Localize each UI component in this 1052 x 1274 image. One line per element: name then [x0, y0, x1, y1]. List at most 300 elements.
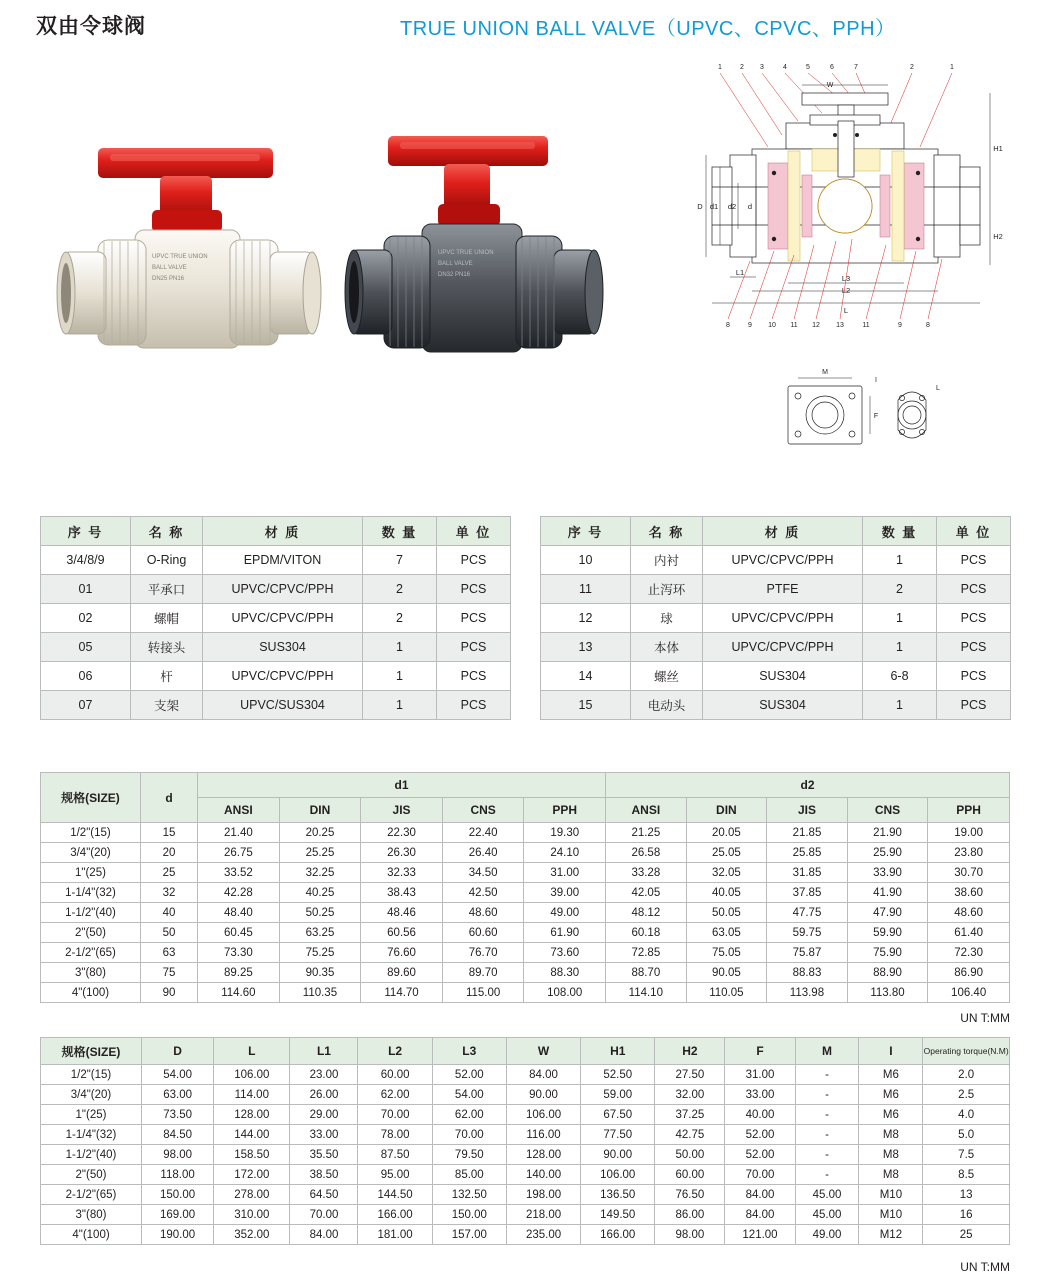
cell-D: 98.00 [142, 1145, 214, 1165]
cell-material: UPVC/CPVC/PPH [203, 604, 363, 633]
cell-qty: 1 [863, 691, 937, 720]
cell-unit: PCS [937, 575, 1011, 604]
cell-W: 140.00 [506, 1165, 580, 1185]
cell-d1-din: 20.25 [279, 823, 361, 843]
cell-d2-ansi: 48.12 [606, 903, 687, 923]
cell-no: 05 [41, 633, 131, 662]
cell-d2-cns: 113.80 [847, 983, 928, 1003]
svg-text:d2: d2 [727, 202, 737, 211]
cell-H1: 90.00 [581, 1145, 655, 1165]
cell-d1-pph: 49.00 [524, 903, 606, 923]
svg-text:11: 11 [862, 322, 870, 329]
cell-d1-pph: 39.00 [524, 883, 606, 903]
cell-material: UPVC/CPVC/PPH [703, 633, 863, 662]
svg-text:L: L [843, 306, 849, 315]
cell-unit: PCS [437, 575, 511, 604]
cell-L1: 35.50 [290, 1145, 358, 1165]
valve-photo-dark [340, 124, 630, 384]
svg-text:9: 9 [898, 322, 902, 329]
cell-d1-pph: 61.90 [524, 923, 606, 943]
cell-name: 杆 [131, 662, 203, 691]
cell-d1-ansi: 42.28 [198, 883, 280, 903]
cell-qty: 2 [363, 604, 437, 633]
cell-size: 4"(100) [41, 1225, 142, 1245]
cell-L: 144.00 [214, 1125, 290, 1145]
cell-d2-cns: 47.90 [847, 903, 928, 923]
cell-material: UPVC/CPVC/PPH [203, 575, 363, 604]
table-row [41, 983, 1010, 1003]
svg-text:d1: d1 [709, 202, 719, 211]
cell-d: 75 [140, 963, 197, 983]
cell-M: 45.00 [795, 1205, 859, 1225]
col-header-H1: H1 [581, 1038, 655, 1065]
cell-no: 02 [41, 604, 131, 633]
cell-torque: 16 [923, 1205, 1010, 1225]
cell-d1-pph: 88.30 [524, 963, 606, 983]
col-header-qty: 数 量 [863, 517, 937, 546]
cell-d1-din: 50.25 [279, 903, 361, 923]
svg-text:4: 4 [783, 64, 787, 71]
cell-size: 1-1/2"(40) [41, 1145, 142, 1165]
cell-L: 114.00 [214, 1085, 290, 1105]
cell-d1-cns: 22.40 [442, 823, 524, 843]
cell-W: 235.00 [506, 1225, 580, 1245]
cell-size: 2"(50) [41, 1165, 142, 1185]
svg-text:F: F [873, 413, 879, 420]
cell-d1-pph: 19.30 [524, 823, 606, 843]
cell-d2-jis: 113.98 [767, 983, 848, 1003]
table-header-row [41, 773, 1010, 798]
col-header-M: M [795, 1038, 859, 1065]
svg-text:UPVC TRUE UNION: UPVC TRUE UNION [152, 254, 208, 260]
cell-size: 1-1/4"(32) [41, 883, 141, 903]
table-row [41, 1185, 1010, 1205]
cell-qty: 1 [363, 691, 437, 720]
col-header-W: W [506, 1038, 580, 1065]
col-header-material: 材 质 [203, 517, 363, 546]
cell-d1-jis: 89.60 [361, 963, 443, 983]
dimension-table-1-wrap [40, 772, 1010, 1025]
cell-material: PTFE [703, 575, 863, 604]
cell-name: 螺帽 [131, 604, 203, 633]
cell-W: 116.00 [506, 1125, 580, 1145]
cell-name: O-Ring [131, 546, 203, 575]
cell-d2-ansi: 42.05 [606, 883, 687, 903]
cell-unit: PCS [937, 691, 1011, 720]
cell-L3: 70.00 [432, 1125, 506, 1145]
cell-I: M6 [859, 1085, 923, 1105]
cell-I: M10 [859, 1185, 923, 1205]
cell-d1-ansi: 48.40 [198, 903, 280, 923]
svg-text:d: d [747, 202, 753, 211]
unit-label-1: UN T:MM [960, 1260, 1010, 1274]
cell-material: SUS304 [203, 633, 363, 662]
col-header-F: F [725, 1038, 795, 1065]
svg-text:DN25 PN16: DN25 PN16 [152, 276, 185, 282]
cell-name: 内衬 [631, 546, 703, 575]
cell-d2-jis: 47.75 [767, 903, 848, 923]
table-row [41, 633, 511, 662]
cell-W: 198.00 [506, 1185, 580, 1205]
cell-d2-din: 90.05 [686, 963, 767, 983]
col-header-d2-pph: PPH [928, 798, 1010, 823]
page-header [0, 0, 1052, 52]
svg-text:I: I [875, 377, 877, 384]
cell-d1-din: 40.25 [279, 883, 361, 903]
cell-d1-ansi: 26.75 [198, 843, 280, 863]
cell-d1-ansi: 73.30 [198, 943, 280, 963]
cell-H1: 166.00 [581, 1225, 655, 1245]
col-header-d1-ansi: ANSI [198, 798, 280, 823]
cell-unit: PCS [437, 604, 511, 633]
cell-torque: 4.0 [923, 1105, 1010, 1125]
svg-text:H2: H2 [993, 232, 1003, 241]
cell-d2-ansi: 33.28 [606, 863, 687, 883]
cell-d2-din: 63.05 [686, 923, 767, 943]
cell-M: - [795, 1145, 859, 1165]
cell-name: 螺丝 [631, 662, 703, 691]
cell-d2-pph: 19.00 [928, 823, 1010, 843]
cell-d2-cns: 88.90 [847, 963, 928, 983]
cell-L1: 64.50 [290, 1185, 358, 1205]
cell-L: 158.50 [214, 1145, 290, 1165]
cell-D: 54.00 [142, 1065, 214, 1085]
table-row [41, 1165, 1010, 1185]
cell-I: M8 [859, 1165, 923, 1185]
cell-size: 1/2"(15) [41, 823, 141, 843]
cell-d1-cns: 115.00 [442, 983, 524, 1003]
cell-d1-cns: 26.40 [442, 843, 524, 863]
svg-text:L3: L3 [841, 274, 851, 283]
cell-M: - [795, 1105, 859, 1125]
svg-text:9: 9 [748, 322, 752, 329]
cell-d2-din: 110.05 [686, 983, 767, 1003]
svg-text:UPVC TRUE UNION: UPVC TRUE UNION [438, 250, 494, 256]
cell-no: 12 [541, 604, 631, 633]
cell-d2-ansi: 114.10 [606, 983, 687, 1003]
cell-L1: 23.00 [290, 1065, 358, 1085]
cell-material: UPVC/CPVC/PPH [703, 604, 863, 633]
cell-H1: 59.00 [581, 1085, 655, 1105]
col-header-size: 规格(SIZE) [41, 1038, 142, 1065]
cell-d1-jis: 22.30 [361, 823, 443, 843]
cell-W: 128.00 [506, 1145, 580, 1165]
cell-qty: 1 [863, 546, 937, 575]
cell-H2: 98.00 [655, 1225, 725, 1245]
cell-d1-cns: 42.50 [442, 883, 524, 903]
cell-H1: 136.50 [581, 1185, 655, 1205]
cell-d1-cns: 34.50 [442, 863, 524, 883]
col-header-L2: L2 [358, 1038, 432, 1065]
col-header-L3: L3 [432, 1038, 506, 1065]
cell-d1-din: 25.25 [279, 843, 361, 863]
cell-L1: 33.00 [290, 1125, 358, 1145]
cell-material: UPVC/CPVC/PPH [703, 546, 863, 575]
cell-H1: 77.50 [581, 1125, 655, 1145]
cell-torque: 7.5 [923, 1145, 1010, 1165]
cell-d: 63 [140, 943, 197, 963]
cell-d2-pph: 86.90 [928, 963, 1010, 983]
table-row [41, 1105, 1010, 1125]
svg-text:L1: L1 [735, 268, 745, 277]
cell-d2-jis: 25.85 [767, 843, 848, 863]
cell-I: M8 [859, 1145, 923, 1165]
col-header-d1-pph: PPH [524, 798, 606, 823]
cell-size: 1"(25) [41, 863, 141, 883]
cell-H2: 86.00 [655, 1205, 725, 1225]
unit-label-2: UN T:MM [960, 1011, 1010, 1025]
dimension-table-2 [40, 1037, 1010, 1245]
cell-unit: PCS [937, 633, 1011, 662]
cell-no: 01 [41, 575, 131, 604]
cell-H2: 27.50 [655, 1065, 725, 1085]
cell-material: EPDM/VITON [203, 546, 363, 575]
cell-d1-din: 32.25 [279, 863, 361, 883]
cell-F: 52.00 [725, 1145, 795, 1165]
cell-H1: 106.00 [581, 1165, 655, 1185]
cell-d: 15 [140, 823, 197, 843]
cell-d1-din: 63.25 [279, 923, 361, 943]
cell-torque: 2.0 [923, 1065, 1010, 1085]
table-row [541, 604, 1011, 633]
svg-text:L2: L2 [841, 286, 851, 295]
cell-H2: 60.00 [655, 1165, 725, 1185]
cell-H2: 42.75 [655, 1125, 725, 1145]
cell-qty: 1 [363, 633, 437, 662]
cell-d2-ansi: 88.70 [606, 963, 687, 983]
cell-d2-ansi: 72.85 [606, 943, 687, 963]
cell-d2-pph: 30.70 [928, 863, 1010, 883]
cell-L3: 132.50 [432, 1185, 506, 1205]
cell-d1-jis: 60.56 [361, 923, 443, 943]
cell-d2-din: 32.05 [686, 863, 767, 883]
cell-d2-jis: 88.83 [767, 963, 848, 983]
cell-d2-cns: 59.90 [847, 923, 928, 943]
col-header-L1: L1 [290, 1038, 358, 1065]
col-header-d1-cns: CNS [442, 798, 524, 823]
col-header-no: 序 号 [41, 517, 131, 546]
cell-L2: 62.00 [358, 1085, 432, 1105]
col-header-L: L [214, 1038, 290, 1065]
table-row [41, 1065, 1010, 1085]
col-header-unit: 单 位 [437, 517, 511, 546]
table-row [41, 1225, 1010, 1245]
svg-text:5: 5 [806, 64, 810, 71]
parts-table-right [540, 516, 1011, 720]
cell-d1-ansi: 33.52 [198, 863, 280, 883]
table-row [541, 546, 1011, 575]
cell-qty: 1 [863, 633, 937, 662]
col-header-d1-jis: JIS [361, 798, 443, 823]
table-row [41, 963, 1010, 983]
cell-material: UPVC/SUS304 [203, 691, 363, 720]
cell-d2-cns: 25.90 [847, 843, 928, 863]
cell-size: 1-1/4"(32) [41, 1125, 142, 1145]
table-row [541, 662, 1011, 691]
cell-unit: PCS [937, 546, 1011, 575]
cell-L3: 79.50 [432, 1145, 506, 1165]
cell-size: 2-1/2"(65) [41, 1185, 142, 1205]
page-title-cn: 双由令球阀 [36, 15, 146, 38]
cell-d2-ansi: 60.18 [606, 923, 687, 943]
table-row [41, 691, 511, 720]
col-header-name: 名 称 [131, 517, 203, 546]
col-header-d2-jis: JIS [767, 798, 848, 823]
cell-torque: 13 [923, 1185, 1010, 1205]
svg-text:11: 11 [790, 322, 798, 329]
cell-name: 平承口 [131, 575, 203, 604]
cell-H2: 32.00 [655, 1085, 725, 1105]
cell-D: 73.50 [142, 1105, 214, 1125]
parts-table-left [40, 516, 511, 720]
cell-d1-cns: 48.60 [442, 903, 524, 923]
col-header-unit: 单 位 [937, 517, 1011, 546]
cell-d2-pph: 23.80 [928, 843, 1010, 863]
col-header-d: d [140, 773, 197, 823]
cell-d: 50 [140, 923, 197, 943]
cell-F: 84.00 [725, 1185, 795, 1205]
cell-d2-jis: 75.87 [767, 943, 848, 963]
cell-no: 07 [41, 691, 131, 720]
cell-unit: PCS [437, 546, 511, 575]
cell-unit: PCS [937, 662, 1011, 691]
cell-torque: 8.5 [923, 1165, 1010, 1185]
dimension-table-1 [40, 772, 1010, 1003]
cell-size: 3/4"(20) [41, 843, 141, 863]
cell-M: 49.00 [795, 1225, 859, 1245]
valve-photo-beige [40, 130, 340, 390]
svg-text:6: 6 [830, 64, 834, 71]
cell-F: 33.00 [725, 1085, 795, 1105]
cell-no: 06 [41, 662, 131, 691]
table-row [41, 903, 1010, 923]
cell-d2-din: 40.05 [686, 883, 767, 903]
cell-d1-din: 90.35 [279, 963, 361, 983]
table-row [41, 823, 1010, 843]
cell-I: M6 [859, 1105, 923, 1125]
cell-L3: 52.00 [432, 1065, 506, 1085]
cell-qty: 2 [363, 575, 437, 604]
cell-size: 4"(100) [41, 983, 141, 1003]
cell-d2-din: 75.05 [686, 943, 767, 963]
cell-d2-pph: 106.40 [928, 983, 1010, 1003]
cell-size: 2"(50) [41, 923, 141, 943]
col-group-d1: d1 [198, 773, 606, 798]
cell-d1-pph: 73.60 [524, 943, 606, 963]
svg-text:M: M [822, 369, 828, 376]
cell-material: SUS304 [703, 691, 863, 720]
col-header-material: 材 质 [703, 517, 863, 546]
cell-L: 106.00 [214, 1065, 290, 1085]
svg-text:8: 8 [926, 322, 930, 329]
cell-I: M12 [859, 1225, 923, 1245]
product-photo-group [40, 110, 660, 390]
cell-d: 25 [140, 863, 197, 883]
cell-name: 电动头 [631, 691, 703, 720]
svg-text:DN32 PN16: DN32 PN16 [438, 272, 471, 278]
cell-L3: 62.00 [432, 1105, 506, 1125]
svg-text:BALL VALVE: BALL VALVE [438, 261, 473, 267]
cell-d2-cns: 21.90 [847, 823, 928, 843]
cell-material: UPVC/CPVC/PPH [203, 662, 363, 691]
cell-d1-jis: 32.33 [361, 863, 443, 883]
cell-L2: 95.00 [358, 1165, 432, 1185]
col-header-size: 规格(SIZE) [41, 773, 141, 823]
cell-qty: 7 [363, 546, 437, 575]
cell-L: 278.00 [214, 1185, 290, 1205]
cell-F: 121.00 [725, 1225, 795, 1245]
table-row [41, 546, 511, 575]
svg-text:D: D [697, 202, 703, 211]
cell-d1-jis: 26.30 [361, 843, 443, 863]
cell-F: 84.00 [725, 1205, 795, 1225]
table-row [41, 1205, 1010, 1225]
cell-L2: 166.00 [358, 1205, 432, 1225]
cell-unit: PCS [437, 633, 511, 662]
col-group-d2: d2 [606, 773, 1010, 798]
cell-H1: 149.50 [581, 1205, 655, 1225]
cell-L2: 78.00 [358, 1125, 432, 1145]
svg-text:7: 7 [854, 64, 858, 71]
col-header-d2-ansi: ANSI [606, 798, 687, 823]
cell-d1-cns: 60.60 [442, 923, 524, 943]
cell-d1-pph: 31.00 [524, 863, 606, 883]
cell-unit: PCS [437, 662, 511, 691]
cell-F: 70.00 [725, 1165, 795, 1185]
cell-L1: 29.00 [290, 1105, 358, 1125]
col-header-d1-din: DIN [279, 798, 361, 823]
cell-d1-jis: 48.46 [361, 903, 443, 923]
cell-D: 190.00 [142, 1225, 214, 1245]
cell-L3: 150.00 [432, 1205, 506, 1225]
cell-name: 球 [631, 604, 703, 633]
cell-qty: 1 [863, 604, 937, 633]
col-header-torque: Operating torque(N.M) [923, 1038, 1010, 1065]
cell-size: 3"(80) [41, 1205, 142, 1225]
cell-D: 63.00 [142, 1085, 214, 1105]
table-row [41, 843, 1010, 863]
col-header-name: 名 称 [631, 517, 703, 546]
cell-L1: 70.00 [290, 1205, 358, 1225]
cell-F: 40.00 [725, 1105, 795, 1125]
cell-L2: 181.00 [358, 1225, 432, 1245]
cell-no: 13 [541, 633, 631, 662]
cell-qty: 1 [363, 662, 437, 691]
cell-W: 218.00 [506, 1205, 580, 1225]
cell-size: 1"(25) [41, 1105, 142, 1125]
table-row [41, 1145, 1010, 1165]
col-header-no: 序 号 [541, 517, 631, 546]
cell-no: 3/4/8/9 [41, 546, 131, 575]
cell-H1: 52.50 [581, 1065, 655, 1085]
svg-text:L: L [936, 385, 940, 392]
dimension-table-2-wrap [40, 1037, 1010, 1245]
cell-name: 支架 [131, 691, 203, 720]
cell-name: 止泻环 [631, 575, 703, 604]
cell-D: 118.00 [142, 1165, 214, 1185]
cell-d: 40 [140, 903, 197, 923]
cell-d2-ansi: 21.25 [606, 823, 687, 843]
cell-H2: 50.00 [655, 1145, 725, 1165]
svg-text:3: 3 [760, 64, 764, 71]
col-header-D: D [142, 1038, 214, 1065]
cell-d2-cns: 33.90 [847, 863, 928, 883]
col-header-I: I [859, 1038, 923, 1065]
svg-text:BALL VALVE: BALL VALVE [152, 265, 187, 271]
cell-M: - [795, 1065, 859, 1085]
cell-d2-din: 25.05 [686, 843, 767, 863]
cell-L1: 38.50 [290, 1165, 358, 1185]
